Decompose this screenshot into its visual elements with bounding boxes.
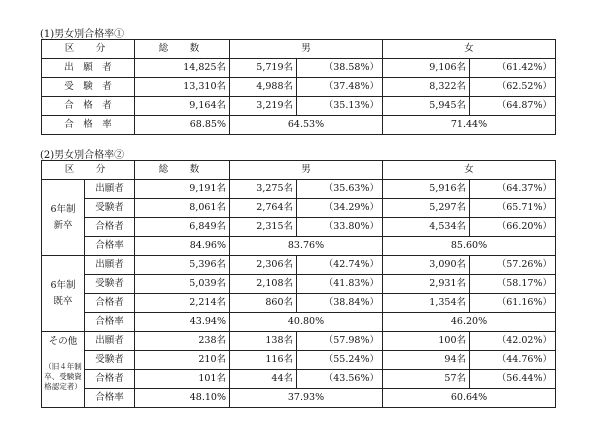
table-row [42, 294, 556, 313]
total-cell: 5,396名 [135, 256, 230, 275]
row-label: 受験者 [85, 199, 135, 218]
female-count-cell: 5,945名 [383, 97, 470, 116]
rate-label: 合格率 [85, 313, 135, 332]
female-count-cell: 5,916名 [383, 180, 470, 199]
female-count-cell: 100名 [383, 332, 470, 351]
row-label: 受験者 [85, 275, 135, 294]
female-pct-cell: （42.02%） [470, 332, 556, 351]
total-cell: 13,310名 [135, 78, 230, 97]
male-pct-cell: （33.80%） [297, 218, 383, 237]
male-pct-cell: （57.98%） [297, 332, 383, 351]
female-count-cell: 9,106名 [383, 59, 470, 78]
total-cell: 5,039名 [135, 275, 230, 294]
group-name-line1: その他 [48, 336, 78, 347]
female-count-cell: 1,354名 [383, 294, 470, 313]
male-count-cell: 2,306名 [230, 256, 297, 275]
row-label: 合 格 者 [42, 97, 135, 116]
total-cell: 6,849名 [135, 218, 230, 237]
rate-male: 83.76% [230, 237, 383, 256]
male-count-cell: 44名 [230, 370, 297, 389]
male-pct-cell: （37.48%） [297, 78, 383, 97]
row-label: 出 願 者 [42, 59, 135, 78]
total-cell: 14,825名 [135, 59, 230, 78]
row-label: 受験者 [85, 351, 135, 370]
table2-header-row [42, 161, 556, 180]
section1-title: (1)男女別合格率① [40, 29, 125, 40]
rate-row [42, 389, 556, 408]
total-cell: 9,164名 [135, 97, 230, 116]
male-count-cell: 2,108名 [230, 275, 297, 294]
table-row [42, 78, 556, 97]
female-pct-cell: （64.87%） [470, 97, 556, 116]
male-pct-cell: （43.56%） [297, 370, 383, 389]
group-label-new-grad [42, 180, 85, 256]
table-row [42, 332, 556, 351]
female-count-cell: 4,534名 [383, 218, 470, 237]
rate-label: 合 格 率 [42, 116, 135, 135]
rate-row [42, 116, 556, 135]
row-label: 合格者 [85, 294, 135, 313]
male-count-cell: 5,719名 [230, 59, 297, 78]
male-pct-cell: （55.24%） [297, 351, 383, 370]
male-count-cell: 3,275名 [230, 180, 297, 199]
table-row [42, 97, 556, 116]
female-count-cell: 94名 [383, 351, 470, 370]
group-name-line2: 既卒 [53, 295, 73, 307]
rate-female: 71.44% [383, 116, 556, 135]
female-count-cell: 5,297名 [383, 199, 470, 218]
total-cell: 9,191名 [135, 180, 230, 199]
female-pct-cell: （65.71%） [470, 199, 556, 218]
group-name-line1: 6年制 [50, 279, 76, 291]
header-male: 男 [230, 40, 383, 59]
rate-total: 48.10% [135, 389, 230, 408]
rate-male: 37.93% [230, 389, 383, 408]
rate-label: 合格率 [85, 237, 135, 256]
group-name-line1: 6年制 [50, 203, 76, 215]
table-row [42, 199, 556, 218]
male-count-cell: 138名 [230, 332, 297, 351]
pass-rate-table-1 [41, 39, 556, 135]
rate-male: 64.53% [230, 116, 383, 135]
male-pct-cell: （42.74%） [297, 256, 383, 275]
female-count-cell: 2,931名 [383, 275, 470, 294]
male-count-cell: 2,764名 [230, 199, 297, 218]
table-row [42, 256, 556, 275]
total-cell: 101名 [135, 370, 230, 389]
female-pct-cell: （61.42%） [470, 59, 556, 78]
header-total: 総 数 [135, 40, 230, 59]
section2-title: (2)男女別合格率② [40, 150, 125, 161]
male-count-cell: 860名 [230, 294, 297, 313]
table-row [42, 180, 556, 199]
rate-female: 60.64% [383, 389, 556, 408]
rate-male: 40.80% [230, 313, 383, 332]
rate-total: 84.96% [135, 237, 230, 256]
female-count-cell: 57名 [383, 370, 470, 389]
female-count-cell: 3,090名 [383, 256, 470, 275]
table-row [42, 351, 556, 370]
rate-female: 85.60% [383, 237, 556, 256]
rate-total: 43.94% [135, 313, 230, 332]
rate-row [42, 313, 556, 332]
rate-total: 68.85% [135, 116, 230, 135]
male-pct-cell: （35.13%） [297, 97, 383, 116]
female-pct-cell: （44.76%） [470, 351, 556, 370]
total-cell: 210名 [135, 351, 230, 370]
table-row [42, 370, 556, 389]
male-pct-cell: （35.63%） [297, 180, 383, 199]
total-cell: 238名 [135, 332, 230, 351]
group-label-past-grad [42, 256, 85, 332]
rate-label: 合格率 [85, 389, 135, 408]
row-label: 出願者 [85, 332, 135, 351]
row-label: 合格者 [85, 370, 135, 389]
table-row [42, 275, 556, 294]
rate-row [42, 237, 556, 256]
female-count-cell: 8,322名 [383, 78, 470, 97]
female-pct-cell: （56.44%） [470, 370, 556, 389]
female-pct-cell: （62.52%） [470, 78, 556, 97]
female-pct-cell: （64.37%） [470, 180, 556, 199]
header-category: 区 分 [42, 161, 135, 180]
male-count-cell: 2,315名 [230, 218, 297, 237]
header-female: 女 [383, 40, 556, 59]
male-pct-cell: （38.84%） [297, 294, 383, 313]
group-note: （旧４年制卒、受験資格認定者） [44, 362, 82, 391]
header-male: 男 [230, 161, 383, 180]
male-pct-cell: （41.83%） [297, 275, 383, 294]
rate-female: 46.20% [383, 313, 556, 332]
table1-header-row [42, 40, 556, 59]
table-row [42, 218, 556, 237]
male-count-cell: 116名 [230, 351, 297, 370]
female-pct-cell: （57.26%） [470, 256, 556, 275]
header-category: 区 分 [42, 40, 135, 59]
row-label: 出願者 [85, 256, 135, 275]
row-label: 受 験 者 [42, 78, 135, 97]
group-name-line2: 新卒 [53, 219, 73, 231]
pass-rate-table-2 [41, 160, 556, 408]
row-label: 合格者 [85, 218, 135, 237]
table-row [42, 59, 556, 78]
row-label: 出願者 [85, 180, 135, 199]
header-total: 総 数 [135, 161, 230, 180]
male-count-cell: 3,219名 [230, 97, 297, 116]
male-pct-cell: （34.29%） [297, 199, 383, 218]
total-cell: 2,214名 [135, 294, 230, 313]
female-pct-cell: （66.20%） [470, 218, 556, 237]
total-cell: 8,061名 [135, 199, 230, 218]
male-count-cell: 4,988名 [230, 78, 297, 97]
header-female: 女 [383, 161, 556, 180]
female-pct-cell: （61.16%） [470, 294, 556, 313]
female-pct-cell: （58.17%） [470, 275, 556, 294]
male-pct-cell: （38.58%） [297, 59, 383, 78]
group-label-other [42, 332, 85, 408]
